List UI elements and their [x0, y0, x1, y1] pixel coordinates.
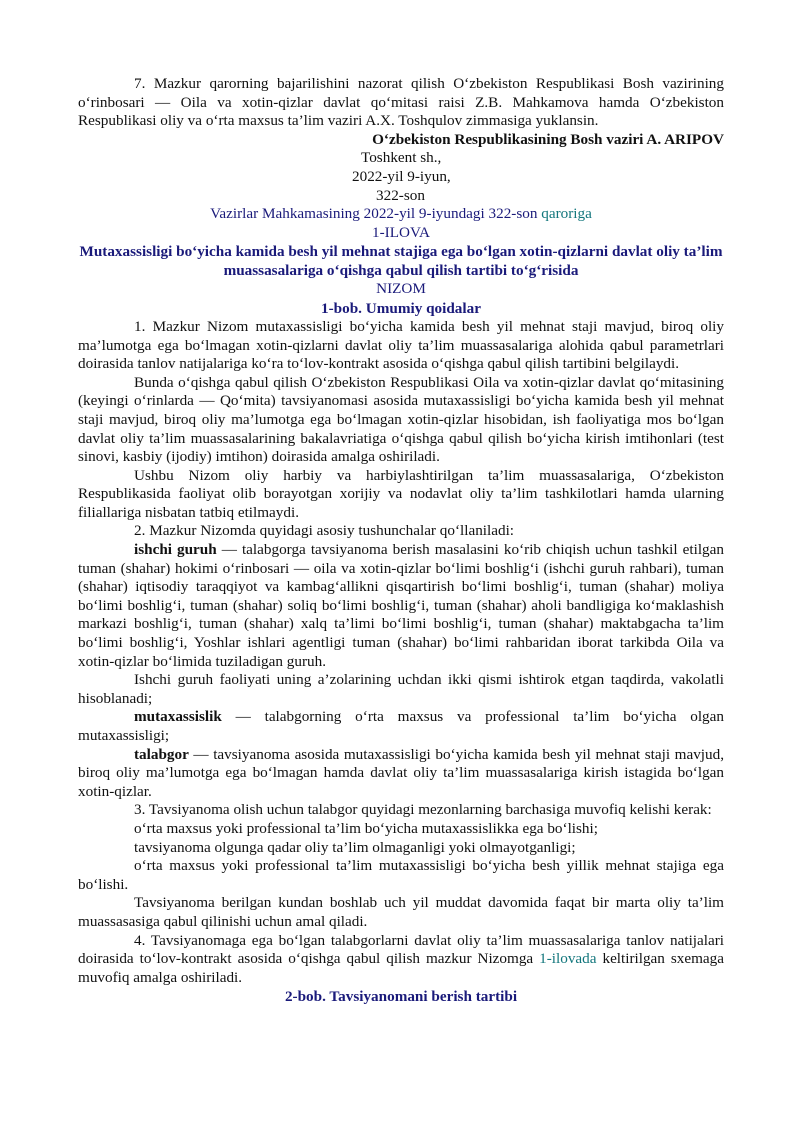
signature-date: 2022-yil 9-iyun, — [352, 167, 451, 185]
definition-text: — talabgorning o‘rta maxsus va professional ta’lim bo‘yicha olgan mutaxassisligi; — [78, 708, 724, 744]
recommendation-validity: Tavsiyanoma berilgan kundan boshlab uch yil muddat davomida faqat bir marta oliy ta’lim muassasasiga qabul qilinishi uchun amal qiladi. — [78, 894, 724, 930]
paragraph-7: 7. Mazkur qarorning bajarilishini nazorat qilish O‘zbekiston Respublikasi Bosh vazirining o‘rinbosari — Oila va xotin-qizlar davlat qo‘mitasi raisi Z.B. Mahkamova hamda O‘zbekiston Respublikasi oliy va o‘rta maxsus ta’lim vaziri A.X. Toshqulov zimmasiga yuklansin. — [78, 75, 724, 130]
clause-4-text-end: keltirilgan sxemaga muvofiq amalga oshiriladi. — [78, 950, 724, 986]
clause-1-note: Bunda o‘qishga qabul qilish O‘zbekiston Respublikasi Oila va xotin-qizlar davlat qo‘mitasining (keyingi o‘rinlarda — Qo‘mita) tavsiyanomasi asosida mutaxassisligi bo‘yicha kamida besh yil mehnat staji mavjud, biroq oliy ma’lumotga ega bo‘lmagan xotin-qizlar hisobidan, ish faoliyatiga mos bo‘lgan davlat oliy ta’lim muassasalarining bakalavriatiga o‘qishga qabul qilish bo‘yicha kirish imtihonlari (test sinovi, kasbiy (ijodiy) imtihon) doirasida amalga oshiriladi. — [78, 373, 724, 466]
chapter-1-heading: 1-bob. Umumiy qoidalar — [321, 299, 481, 317]
definition-working-group — [78, 541, 724, 671]
appendix-reference-text: Vazirlar Mahkamasining 2022-yil 9-iyundagi 322-son — [210, 205, 538, 223]
clause-1: 1. Mazkur Nizom mutaxassisligi bo‘yicha kamida besh yil mehnat staji mavjud, biroq oliy ma’lumotga ega bo‘lmagan xotin-qizlarni davlat oliy ta’lim muassasalariga alohida qabul parametrlari doirasida tanlov natijalariga ko‘ra to‘lov-kontrakt asosida o‘qishga qabul qilish tartibini belgilaydi. — [78, 317, 724, 373]
document-type: NIZOM — [376, 280, 426, 298]
document-page — [78, 75, 724, 1006]
definition-term: ishchi guruh — [134, 541, 217, 559]
document-title: Mutaxassisligi bo‘yicha kamida besh yil mehnat stajiga ega bo‘lgan xotin-qizlarni davlat oliy ta’lim muassasalariga o‘qishga qabul qilish tartibi to‘g‘risida — [79, 243, 723, 280]
working-group-quorum: Ishchi guruh faoliyati uning a’zolarining uchdan ikki qismi ishtirok etgan taqdirda, vakolatli hisoblanadi; — [78, 671, 724, 707]
signature-city: Toshkent sh., — [361, 149, 442, 167]
signature-number: 322-son — [376, 186, 425, 204]
signature-title: O‘zbekiston Respublikasining Bosh vaziri A. ARIPOV — [372, 130, 724, 148]
appendix-reference — [78, 205, 724, 224]
appendix-1-link[interactable]: 1-ilovada — [539, 950, 597, 968]
criterion-1: o‘rta maxsus yoki professional ta’lim bo‘yicha mutaxassislikka ega bo‘lishi; — [134, 819, 598, 837]
clause-4 — [78, 932, 724, 988]
criterion-3: o‘rta maxsus yoki professional ta’lim mutaxassisligi bo‘yicha besh yillik mehnat stajiga ega bo‘lishi. — [78, 857, 724, 893]
appendix-label: 1-ILOVA — [372, 223, 430, 241]
clause-4-text: 4. Tavsiyanomaga ega bo‘lgan talabgorlarni davlat oliy ta’lim muassasalariga tanlov natijalari doirasida to‘lov-kontrakt asosida o‘qishga qabul qilish mazkur Nizomga — [78, 931, 724, 968]
clause-2: 2. Mazkur Nizomda quyidagi asosiy tushunchalar qo‘llaniladi: — [134, 522, 515, 540]
definition-text: — tavsiyanoma asosida mutaxassisligi bo‘yicha kamida besh yil mehnat staji mavjud, biroq oliy ma’lumotga ega bo‘lmagan hamda davlat oliy ta’lim muassasalariga kirish istagida bo‘lgan xotin-qizlar. — [78, 745, 724, 800]
definition-term: mutaxassislik — [134, 708, 222, 726]
definition-text: — talabgorga tavsiyanoma berish masalasini ko‘rib chiqish uchun tashkil etilgan tuman (shahar) hokimi o‘rinbosari — oila va xotin-qizlar bo‘limi boshlig‘i (ishchi guruh rahbari), tuman (shahar) iqtisodiy taraqqiyot va kambag‘allikni qisqartirish bo‘limi boshlig‘i, tuman (shahar) moliya bo‘limi boshlig‘i, tuman (shahar) soliq bo‘limi boshlig‘i, tuman (shahar) aholi bandligiga ko‘maklashish markazi boshlig‘i, tuman (shahar) xalq ta’limi bo‘limi boshlig‘i, tuman (shahar) maktabgacha ta’lim bo‘limi boshlig‘i, Yoshlar ishlari agentligi tuman (shahar) bo‘limi rahbaridan iborat tarkibda Oila va xotin-qizlar bo‘limida tuziladigan guruh. — [78, 541, 724, 670]
signature-block — [78, 149, 724, 205]
definition-applicant — [78, 746, 724, 802]
appendix-reference-link[interactable]: qaroriga — [541, 205, 592, 223]
chapter-2-heading: 2-bob. Tavsiyanomani berish tartibi — [284, 988, 518, 1006]
definition-term: talabgor — [134, 745, 189, 763]
criterion-2: tavsiyanoma olgunga qadar oliy ta’lim olmaganligi yoki olmayotganligi; — [134, 838, 576, 856]
definition-specialty — [78, 708, 724, 745]
clause-3: 3. Tavsiyanoma olish uchun talabgor quyidagi mezonlarning barchasiga muvofiq kelishi kerak: — [134, 801, 712, 819]
clause-1-exclusion: Ushbu Nizom oliy harbiy va harbiylashtirilgan ta’lim muassasalariga, O‘zbekiston Respublikasida faoliyat olib borayotgan xorijiy va nodavlat oliy ta’lim tashkilotlari hamda ularning filiallariga nisbatan tatbiq etilmaydi. — [78, 466, 724, 521]
